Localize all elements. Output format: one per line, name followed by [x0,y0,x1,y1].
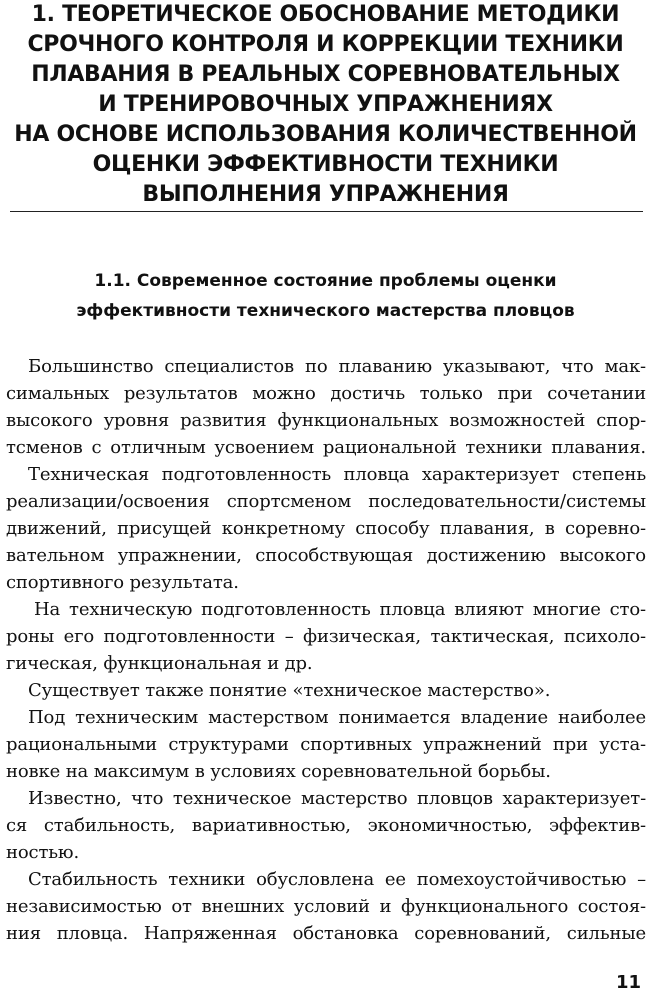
chapter-title-line: ПЛАВАНИЯ В РЕАЛЬНЫХ СОРЕВНОВАТЕЛЬНЫХ [31,62,620,87]
text-line: ностью. [6,842,80,863]
text-line: Большинство специалистов по плаванию указывают, что мак- [28,356,646,377]
chapter-title-line: СРОЧНОГО КОНТРОЛЯ И КОРРЕКЦИИ ТЕХНИКИ [27,32,624,57]
text-line: Стабильность техники обусловлена ее помехоустойчивостью – [28,869,646,890]
text-line: Под техническим мастерством понимается владение наиболее [28,707,646,728]
text-line: независимостью от внешних условий и функционального состоя- [6,896,646,917]
text-line: реализации/освоения спортсменом последовательности/системы [6,491,646,512]
text-line: симальных результатов можно достичь только при сочетании [6,383,646,404]
text-line: спортивного результата. [6,572,239,593]
chapter-title-line: НА ОСНОВЕ ИСПОЛЬЗОВАНИЯ КОЛИЧЕСТВЕННОЙ [14,122,637,147]
chapter-title [8,0,643,210]
section-title-line: 1.1. Современное состояние проблемы оценки [94,271,557,291]
section-title-line: эффективности технического мастерства пловцов [76,301,575,321]
text-line: новке на максимум в условиях соревновательной борьбы. [6,761,551,782]
text-line: Известно, что техническое мастерство пловцов характеризует- [28,788,646,809]
text-line: ния пловца. Напряженная обстановка соревнований, сильные [6,923,646,944]
text-line: рациональными структурами спортивных упражнений при уста- [6,734,646,755]
chapter-title-line: ВЫПОЛНЕНИЯ УПРАЖНЕНИЯ [142,182,509,207]
text-line: высокого уровня развития функциональных возможностей спор- [6,410,646,431]
text-line: роны его подготовленности – физическая, тактическая, психоло- [6,626,646,647]
text-line: вательном упражнении, способствующая достижению высокого [6,545,646,566]
text-line: Техническая подготовленность пловца характеризует степень [28,464,646,485]
chapter-title-line: ОЦЕНКИ ЭФФЕКТИВНОСТИ ТЕХНИКИ [92,152,559,177]
page-number: 11 [615,972,641,993]
text-line: На техническую подготовленность пловца влияют многие сто- [34,599,646,620]
text-line: гическая, функциональная и др. [6,653,313,674]
chapter-title-line: И ТРЕНИРОВОЧНЫХ УПРАЖНЕНИЯХ [98,92,553,117]
chapter-title-line: 1. ТЕОРЕТИЧЕСКОЕ ОБОСНОВАНИЕ МЕТОДИКИ [31,2,620,27]
text-line: ся стабильность, вариативностью, экономичностью, эффектив- [6,815,646,836]
text-line: Существует также понятие «техническое мастерство». [28,680,551,701]
text-line: тсменов с отличным усвоением рациональной техники плавания. [6,437,646,458]
chapter-divider [10,211,643,212]
section-title [10,266,641,326]
body-text [6,353,646,947]
text-line: движений, присущей конкретному способу плавания, в соревно- [6,518,646,539]
